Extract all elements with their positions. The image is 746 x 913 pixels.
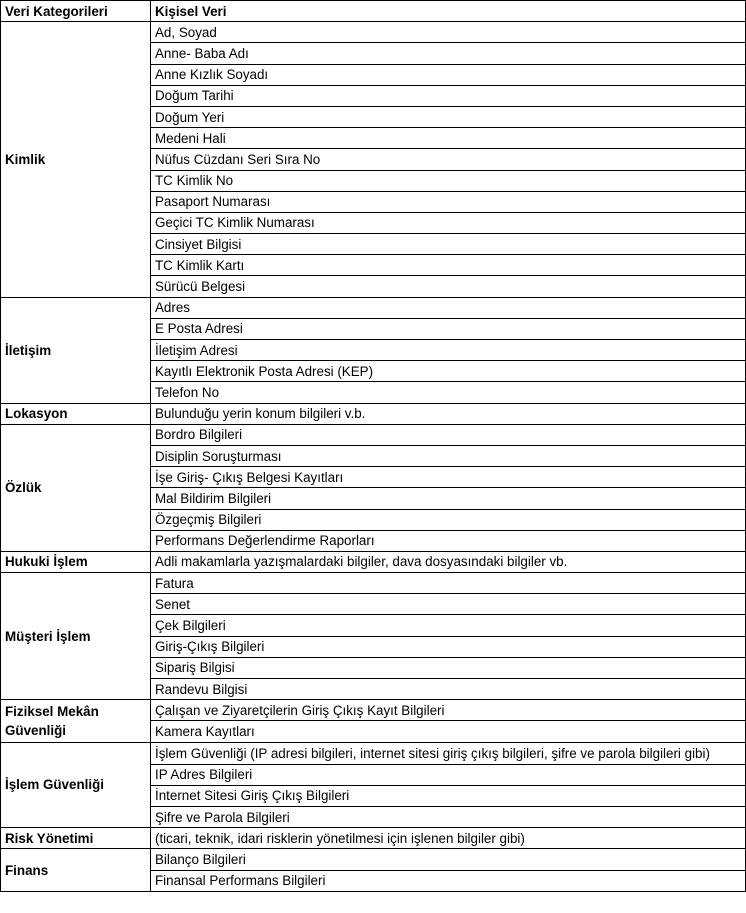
- data-item-cell: Bordro Bilgileri: [151, 424, 746, 445]
- data-item-cell: Cinsiyet Bilgisi: [151, 234, 746, 255]
- table-row: [1, 573, 746, 594]
- table-row: [1, 849, 746, 870]
- data-item-cell: Performans Değerlendirme Raporları: [151, 530, 746, 551]
- data-item-cell: Giriş-Çıkış Bilgileri: [151, 636, 746, 657]
- table-row: [1, 424, 746, 445]
- data-item-cell: TC Kimlik No: [151, 170, 746, 191]
- category-cell: Finans: [1, 849, 151, 891]
- data-item-cell: İnternet Sitesi Giriş Çıkış Bilgileri: [151, 785, 746, 806]
- data-item-cell: İşe Giriş- Çıkış Belgesi Kayıtları: [151, 467, 746, 488]
- table-row: [1, 22, 746, 43]
- data-item-cell: Senet: [151, 594, 746, 615]
- table-row: [1, 403, 746, 424]
- data-item-cell: Fatura: [151, 573, 746, 594]
- data-item-cell: E Posta Adresi: [151, 318, 746, 339]
- category-cell: İletişim: [1, 297, 151, 403]
- table-row: [1, 742, 746, 764]
- table-row: [1, 551, 746, 572]
- data-item-cell: IP Adres Bilgileri: [151, 764, 746, 785]
- data-item-cell: Anne Kızlık Soyadı: [151, 64, 746, 85]
- data-item-cell: Çalışan ve Ziyaretçilerin Giriş Çıkış Kayıt Bilgileri: [151, 700, 746, 721]
- data-item-cell: Özgeçmiş Bilgileri: [151, 509, 746, 530]
- table-row: [1, 700, 746, 721]
- data-item-cell: Bilanço Bilgileri: [151, 849, 746, 870]
- table-row: [1, 828, 746, 849]
- data-item-cell: Ad, Soyad: [151, 22, 746, 43]
- category-cell: Kimlik: [1, 22, 151, 297]
- category-cell: Lokasyon: [1, 403, 151, 424]
- data-item-cell: TC Kimlik Kartı: [151, 255, 746, 276]
- data-item-cell: Anne- Baba Adı: [151, 43, 746, 64]
- data-item-cell: Adli makamlarla yazışmalardaki bilgiler, dava dosyasındaki bilgiler vb.: [151, 551, 746, 572]
- data-item-cell: Nüfus Cüzdanı Seri Sıra No: [151, 149, 746, 170]
- data-item-cell: Telefon No: [151, 382, 746, 403]
- data-item-cell: Çek Bilgileri: [151, 615, 746, 636]
- table-header-row: [1, 1, 746, 22]
- data-item-cell: Bulunduğu yerin konum bilgileri v.b.: [151, 403, 746, 424]
- category-cell: Fiziksel Mekân Güvenliği: [1, 700, 151, 742]
- data-item-cell: Doğum Tarihi: [151, 85, 746, 106]
- data-item-cell: Mal Bildirim Bilgileri: [151, 488, 746, 509]
- data-item-cell: İşlem Güvenliği (IP adresi bilgileri, internet sitesi giriş çıkış bilgileri, şifre ve parola bilgileri gibi): [151, 742, 746, 764]
- data-item-cell: Sipariş Bilgisi: [151, 657, 746, 678]
- data-item-cell: Geçici TC Kimlik Numarası: [151, 212, 746, 233]
- category-cell: İşlem Güvenliği: [1, 742, 151, 828]
- data-item-cell: Doğum Yeri: [151, 106, 746, 127]
- data-item-cell: Adres: [151, 297, 746, 318]
- data-item-cell: İletişim Adresi: [151, 340, 746, 361]
- table-row: [1, 297, 746, 318]
- header-personal-data: Kişisel Veri: [151, 1, 746, 22]
- category-cell: Hukuki İşlem: [1, 551, 151, 572]
- data-item-cell: Sürücü Belgesi: [151, 276, 746, 297]
- data-item-cell: Finansal Performans Bilgileri: [151, 870, 746, 891]
- data-item-cell: Disiplin Soruşturması: [151, 445, 746, 466]
- data-item-cell: Kamera Kayıtları: [151, 721, 746, 742]
- header-category: Veri Kategorileri: [1, 1, 151, 22]
- data-item-cell: Randevu Bilgisi: [151, 679, 746, 700]
- data-item-cell: Medeni Hali: [151, 128, 746, 149]
- data-item-cell: Şifre ve Parola Bilgileri: [151, 806, 746, 827]
- category-cell: Müşteri İşlem: [1, 573, 151, 700]
- data-item-cell: Pasaport Numarası: [151, 191, 746, 212]
- table-body: [1, 22, 746, 892]
- category-cell: Özlük: [1, 424, 151, 551]
- data-item-cell: Kayıtlı Elektronik Posta Adresi (KEP): [151, 361, 746, 382]
- category-cell: Risk Yönetimi: [1, 828, 151, 849]
- data-item-cell: (ticari, teknik, idari risklerin yönetilmesi için işlenen bilgiler gibi): [151, 828, 746, 849]
